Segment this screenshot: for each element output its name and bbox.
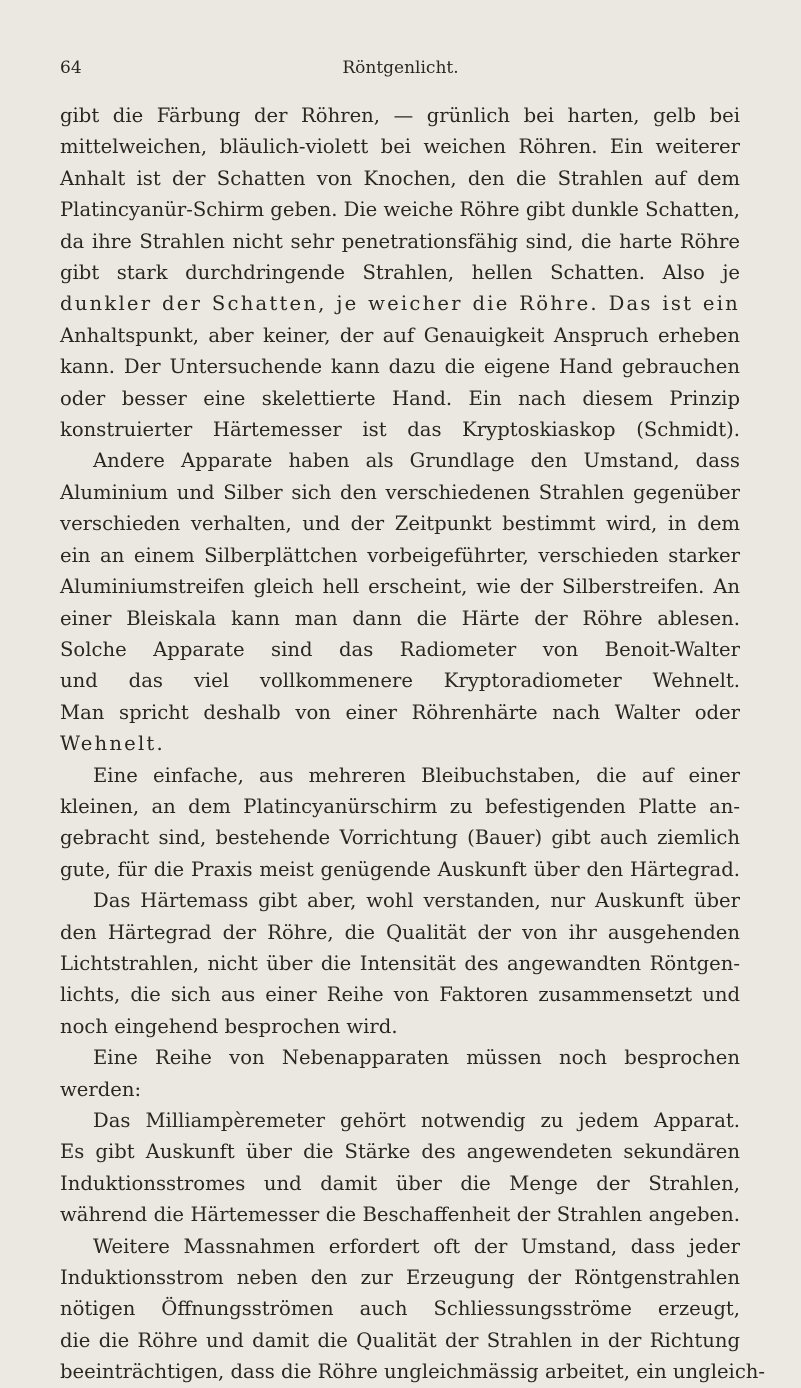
text-line: die die Röhre und damit die Qualität der Strahlen in der Richtung xyxy=(60,1328,740,1352)
text-line: Platincyanür-Schirm geben. Die weiche Röhre gibt dunkle Schatten, xyxy=(60,198,740,222)
text-line: gute, für die Praxis meist genügende Auskunft über den Härtegrad. xyxy=(60,857,740,881)
text-line: und das viel vollkommenere Kryptoradiometer Wehnelt. xyxy=(60,669,740,693)
text-line: werden: xyxy=(60,1077,142,1101)
text-line: ein an einem Silberplättchen vorbeigeführter, verschieden starker xyxy=(60,543,740,567)
paragraph-start: Andere Apparate haben als Grundlage den Umstand, dass xyxy=(93,449,740,473)
text-line: gebracht sind, bestehende Vorrichtung (Bauer) gibt auch ziemlich xyxy=(60,826,740,850)
paragraph-start: Eine Reihe von Nebenapparaten müssen noch besprochen xyxy=(93,1046,740,1070)
text-line: gibt die Färbung der Röhren, — grünlich bei harten, gelb bei xyxy=(60,104,740,127)
text-line: Aluminiumstreifen gleich hell erscheint, wie der Silberstreifen. An xyxy=(60,575,740,599)
text-line: oder besser eine skelettierte Hand. Ein nach diesem Prinzip xyxy=(60,386,740,410)
text-line: Man spricht deshalb von einer Röhrenhärte nach Walter oder xyxy=(60,700,740,724)
text-line: kann. Der Untersuchende kann dazu die eigene Hand gebrauchen xyxy=(60,355,740,379)
text-line: da ihre Strahlen nicht sehr penetrationsfähig sind, die harte Röhre xyxy=(60,229,740,253)
text-line: gibt stark durchdringende Strahlen, hellen Schatten. Also je xyxy=(60,261,740,285)
paragraph-start: Eine einfache, aus mehreren Bleibuchstaben, die auf einer xyxy=(93,763,740,787)
text-line: kleinen, an dem Platincyanürschirm zu befestigenden Platte an- xyxy=(60,794,740,818)
text-line: noch eingehend besprochen wird. xyxy=(60,1014,398,1038)
text-line: Anhaltspunkt, aber keiner, der auf Genauigkeit Anspruch erheben xyxy=(60,323,740,347)
text-line: Es gibt Auskunft über die Stärke des angewendeten sekundären xyxy=(60,1140,740,1164)
paragraph-start: Das Härtemass gibt aber, wohl verstanden, nur Auskunft über xyxy=(93,889,740,913)
text-line: Wehnelt. xyxy=(60,732,165,756)
text-line: Induktionsstromes und damit über die Menge der Strahlen, xyxy=(60,1171,740,1195)
text-line: Lichtstrahlen, nicht über die Intensität des angewandten Röntgen- xyxy=(60,951,740,975)
text-line: beeinträchtigen, dass die Röhre ungleichmässig arbeitet, ein ungleich- xyxy=(60,1360,766,1384)
running-title: Röntgenlicht. xyxy=(342,58,459,78)
text-line: den Härtegrad der Röhre, die Qualität der von ihr ausgehenden xyxy=(60,920,740,944)
text-line: nötigen Öffnungsströmen auch Schliessungsströme erzeugt, xyxy=(60,1297,740,1321)
text-line: dunkler der Schatten, je weicher die Röhre. Das ist ein xyxy=(60,292,740,316)
text-line: Induktionsstrom neben den zur Erzeugung der Röntgenstrahlen xyxy=(60,1266,740,1290)
text-line: konstruierter Härtemesser ist das Kryptoskiaskop (Schmidt). xyxy=(60,418,740,442)
text-line: verschieden verhalten, und der Zeitpunkt bestimmt wird, in dem xyxy=(60,512,740,536)
paragraph-start: Weitere Massnahmen erfordert oft der Umstand, dass jeder xyxy=(93,1234,740,1258)
paragraph-start: Das Milliampèremeter gehört notwendig zu jedem Apparat. xyxy=(93,1109,740,1132)
text-line: mittelweichen, bläulich-violett bei weichen Röhren. Ein weiterer xyxy=(60,135,740,159)
text-line: Solche Apparate sind das Radiometer von Benoit-Walter xyxy=(60,637,740,661)
body-text xyxy=(60,100,766,1388)
text-line: Aluminium und Silber sich den verschiedenen Strahlen gegenüber xyxy=(60,480,740,504)
text-line: lichts, die sich aus einer Reihe von Faktoren zusammensetzt und xyxy=(60,983,740,1007)
page-header xyxy=(0,58,801,82)
text-line: Anhalt ist der Schatten von Knochen, den die Strahlen auf dem xyxy=(60,166,740,190)
page-number: 64 xyxy=(60,58,82,78)
text-line: einer Bleiskala kann man dann die Härte der Röhre ablesen. xyxy=(60,606,740,630)
text-line: während die Härtemesser die Beschaffenheit der Strahlen angeben. xyxy=(60,1203,740,1227)
